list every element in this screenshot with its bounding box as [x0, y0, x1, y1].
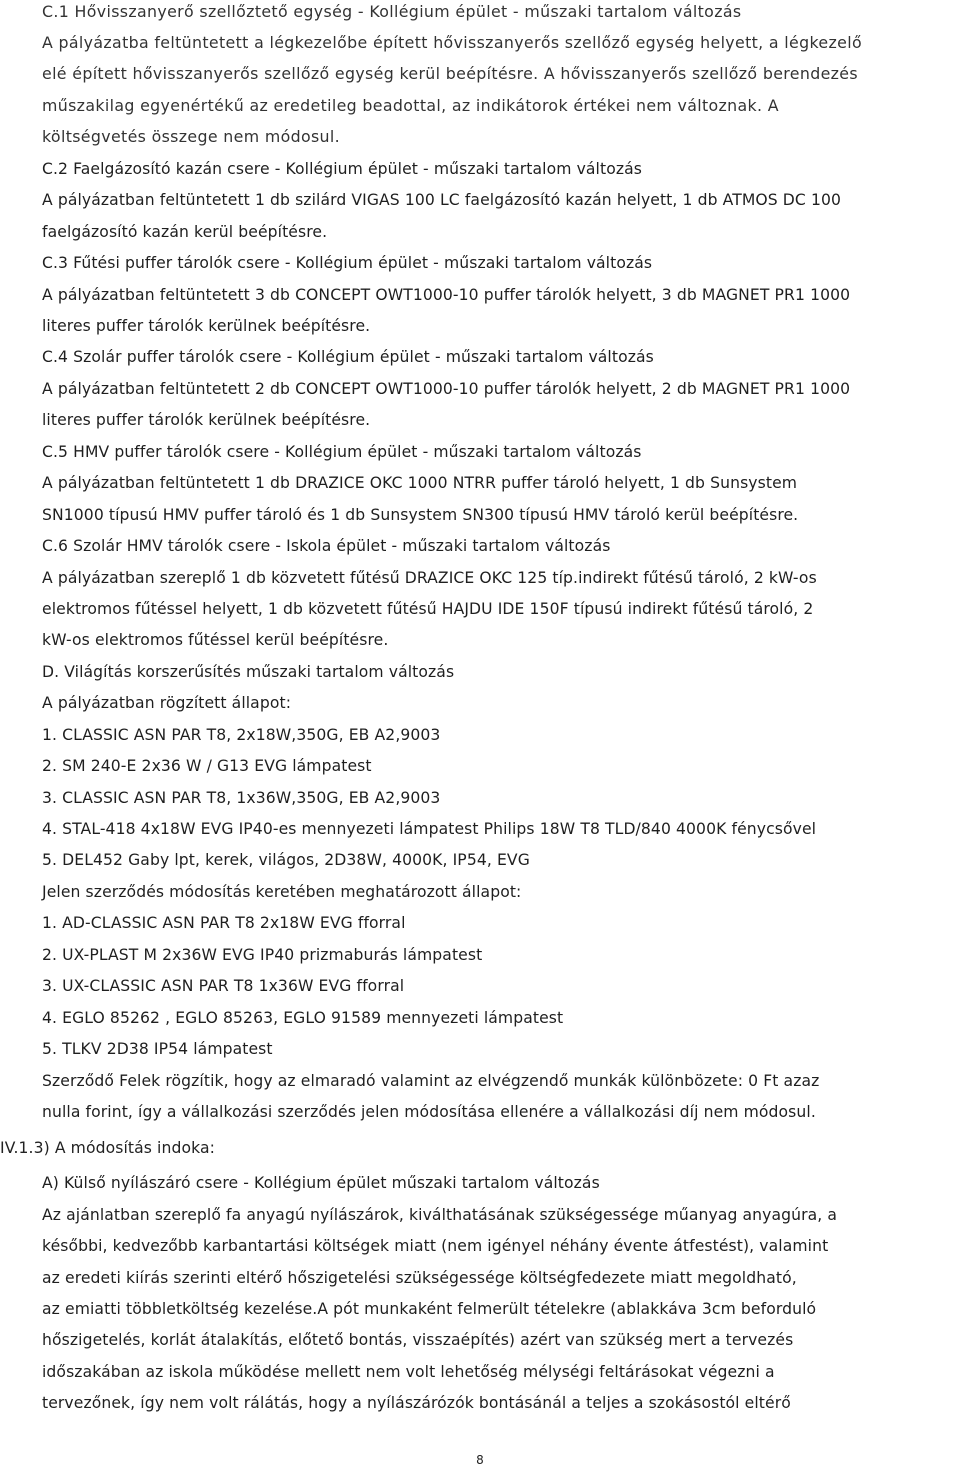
- paragraph-line: literes puffer tárolók kerülnek beépítésre.: [42, 411, 371, 429]
- list-heading: A pályázatban rögzített állapot:: [42, 694, 292, 712]
- paragraph-line: későbbi, kedvezőbb karbantartási költségek miatt (nem igényel néhány évente átfestést), valamint: [42, 1237, 829, 1255]
- list-item: 4. EGLO 85262 , EGLO 85263, EGLO 91589 mennyezeti lámpatest: [42, 1009, 564, 1027]
- paragraph-line: faelgázosító kazán kerül beépítésre.: [42, 223, 328, 241]
- list-item: 3. UX-CLASSIC ASN PAR T8 1x36W EVG fforral: [42, 977, 405, 995]
- list-heading: Jelen szerződés módosítás keretében meghatározott állapot:: [42, 883, 522, 901]
- paragraph-line: műszakilag egyenértékű az eredetileg beadottal, az indikátorok értékei nem változnak. A: [42, 96, 779, 115]
- list-item: 2. SM 240-E 2x36 W / G13 EVG lámpatest: [42, 757, 372, 775]
- paragraph-line: elé épített hővisszanyerős szellőző egység kerül beépítésre. A hővisszanyerős szellőző berendezés: [42, 64, 858, 83]
- list-item: 4. STAL-418 4x18W EVG IP40-es mennyezeti lámpatest Philips 18W T8 TLD/840 4000K fénycsővel: [42, 820, 817, 838]
- paragraph-line: nulla forint, így a vállalkozási szerződés jelen módosítása ellenére a vállalkozási díj nem módosul.: [42, 1103, 816, 1121]
- paragraph-line: A pályázatban feltüntetett 2 db CONCEPT OWT1000-10 puffer tárolók helyett, 2 db MAGNET PR1 1000: [42, 380, 851, 398]
- paragraph-line: A pályázatban feltüntetett 3 db CONCEPT OWT1000-10 puffer tárolók helyett, 3 db MAGNET PR1 1000: [42, 286, 851, 304]
- list-item: 2. UX-PLAST M 2x36W EVG IP40 prizmaburás lámpatest: [42, 946, 483, 964]
- paragraph-line: tervezőnek, így nem volt rálátás, hogy a nyílászárózók bontásánál a teljes a szokásostól eltérő: [42, 1394, 791, 1412]
- section-heading-c2: C.2 Faelgázosító kazán csere - Kollégium épület - műszaki tartalom változás: [42, 160, 643, 178]
- section-heading-d: D. Világítás korszerűsítés műszaki tartalom változás: [42, 663, 455, 681]
- section-heading-c5: C.5 HMV puffer tárolók csere - Kollégium épület - műszaki tartalom változás: [42, 443, 642, 461]
- paragraph-line: az emiatti többletköltség kezelése.A pót munkaként felmerült tételekre (ablakkáva 3cm beforduló: [42, 1300, 817, 1318]
- section-heading-a: A) Külső nyílászáró csere - Kollégium épület műszaki tartalom változás: [42, 1174, 600, 1192]
- section-heading-c1: C.1 Hővisszanyerő szellőztető egység - Kollégium épület - műszaki tartalom változás: [42, 2, 742, 21]
- paragraph-line: A pályázatban feltüntetett 1 db szilárd VIGAS 100 LC faelgázosító kazán helyett, 1 db ATMOS DC 100: [42, 191, 842, 209]
- list-item: 1. AD-CLASSIC ASN PAR T8 2x18W EVG fforral: [42, 914, 406, 932]
- paragraph-line: költségvetés összege nem módosul.: [42, 127, 341, 146]
- list-item: 5. DEL452 Gaby lpt, kerek, világos, 2D38W, 4000K, IP54, EVG: [42, 851, 530, 869]
- section-heading-c4: C.4 Szolár puffer tárolók csere - Kollégium épület - műszaki tartalom változás: [42, 348, 654, 366]
- paragraph-line: A pályázatban feltüntetett 1 db DRAZICE OKC 1000 NTRR puffer tároló helyett, 1 db Sunsystem: [42, 474, 798, 492]
- paragraph-line: Szerződő Felek rögzítik, hogy az elmaradó valamint az elvégzendő munkák különbözete: 0 Ft azaz: [42, 1072, 820, 1090]
- paragraph-line: kW-os elektromos fűtéssel kerül beépítésre.: [42, 631, 389, 649]
- list-item: 3. CLASSIC ASN PAR T8, 1x36W,350G, EB A2,9003: [42, 789, 441, 807]
- list-item: 5. TLKV 2D38 IP54 lámpatest: [42, 1040, 273, 1058]
- section-heading-c6: C.6 Szolár HMV tárolók csere - Iskola épület - műszaki tartalom változás: [42, 537, 611, 555]
- section-heading-c3: C.3 Fűtési puffer tárolók csere - Kollégium épület - műszaki tartalom változás: [42, 254, 653, 272]
- paragraph-line: az eredeti kiírás szerinti eltérő hőszigetelési szükségessége költségfedezete miatt megoldható,: [42, 1269, 797, 1287]
- paragraph-line: elektromos fűtéssel helyett, 1 db közvetett fűtésű HAJDU IDE 150F típusú indirekt fűtésű tároló, 2: [42, 600, 814, 618]
- paragraph-line: Az ajánlatban szereplő fa anyagú nyílászárok, kiválthatásának szükségessége műanyag anyagúra, a: [42, 1206, 838, 1224]
- page-number: 8: [476, 1453, 484, 1467]
- paragraph-line: időszakában az iskola működése mellett nem volt lehetőség mélységi feltárásokat végezni a: [42, 1363, 775, 1381]
- paragraph-line: literes puffer tárolók kerülnek beépítésre.: [42, 317, 371, 335]
- paragraph-line: A pályázatba feltüntetett a légkezelőbe épített hővisszanyerős szellőző egység helyett, a légkezelő: [42, 33, 862, 52]
- paragraph-line: hőszigetelés, korlát átalakítás, előtető bontás, visszaépítés) azért van szükség mert a tervezés: [42, 1331, 794, 1349]
- paragraph-line: A pályázatban szereplő 1 db közvetett fűtésű DRAZICE OKC 125 típ.indirekt fűtésű tároló, 2 kW-os: [42, 569, 817, 587]
- list-item: 1. CLASSIC ASN PAR T8, 2x18W,350G, EB A2,9003: [42, 726, 441, 744]
- paragraph-line: SN1000 típusú HMV puffer tároló és 1 db Sunsystem SN300 típusú HMV tároló kerül beépítésre.: [42, 506, 799, 524]
- section-heading-iv-1-3: IV.1.3) A módosítás indoka:: [0, 1139, 215, 1157]
